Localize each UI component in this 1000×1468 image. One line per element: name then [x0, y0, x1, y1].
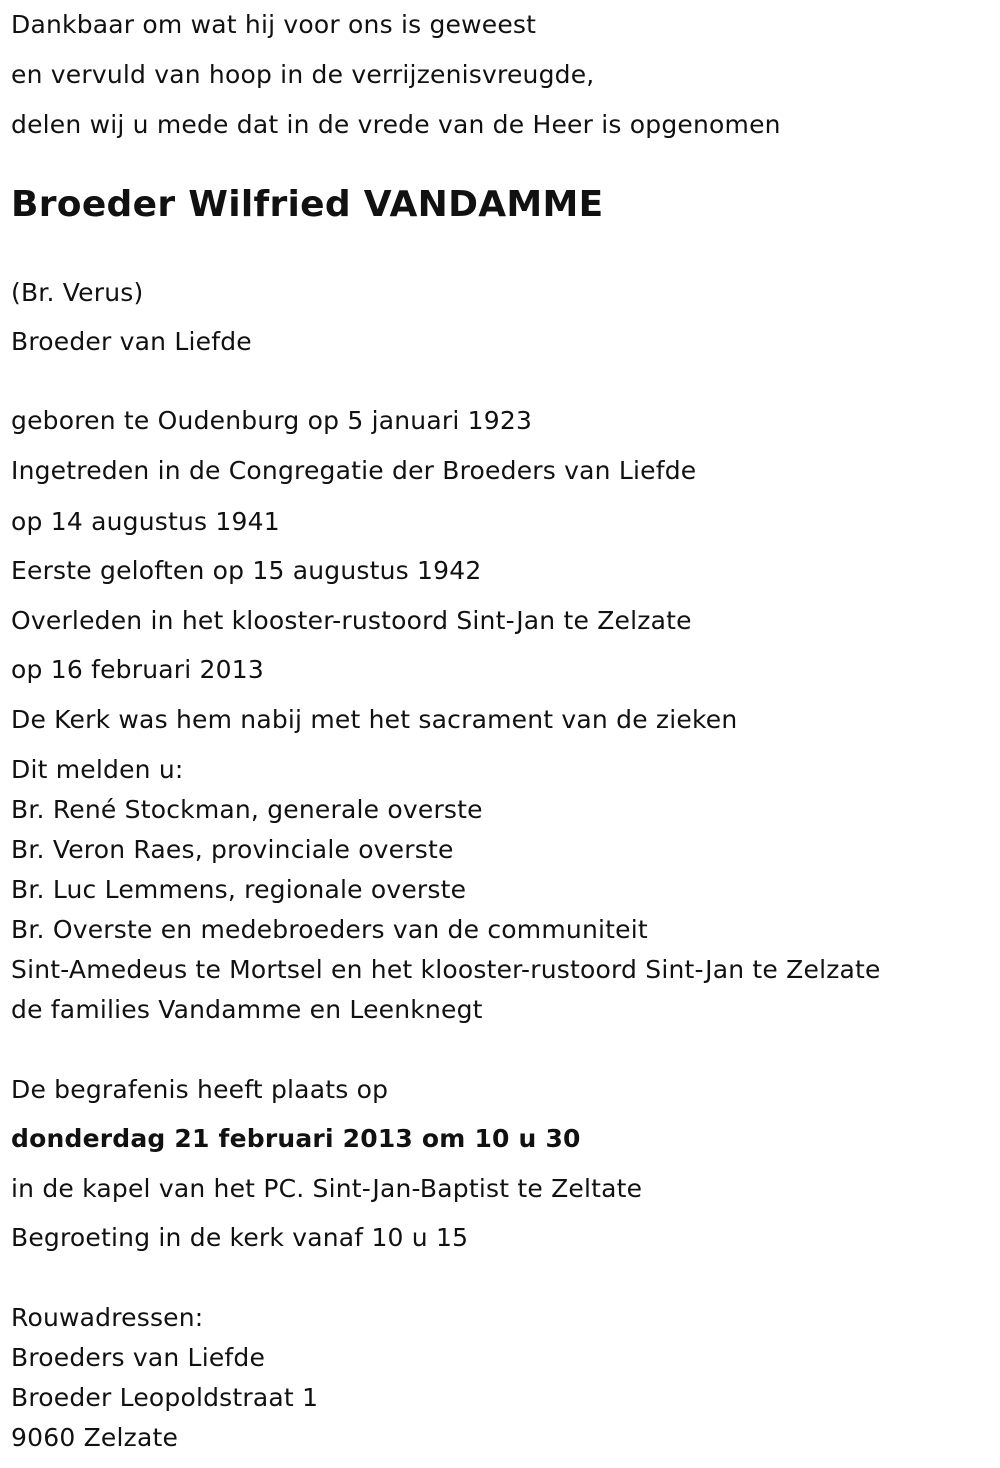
funeral-greeting: Begroeting in de kerk vanaf 10 u 15 — [11, 1223, 469, 1252]
congregation: Broeder van Liefde — [11, 327, 252, 356]
funeral-intro: De begrafenis heeft plaats op — [11, 1075, 389, 1104]
announcer-4: Br. Overste en medebroeders van de communiteit — [11, 915, 648, 944]
intro-line-1: Dankbaar om wat hij voor ons is geweest — [11, 10, 537, 39]
life-detail-vows: Eerste geloften op 15 augustus 1942 — [11, 556, 482, 585]
intro-line-2: en vervuld van hoop in de verrijzenisvreugde, — [11, 60, 595, 89]
deceased-name: Broeder Wilfried VANDAMME — [11, 184, 604, 225]
announcer-2: Br. Veron Raes, provinciale overste — [11, 835, 454, 864]
life-detail-entry-date: op 14 augustus 1941 — [11, 507, 280, 536]
announcer-1: Br. René Stockman, generale overste — [11, 795, 483, 824]
life-detail-entry: Ingetreden in de Congregatie der Broeders van Liefde — [11, 456, 697, 485]
funeral-datetime: donderdag 21 februari 2013 om 10 u 30 — [11, 1124, 581, 1153]
address-line-3: 9060 Zelzate — [11, 1423, 179, 1452]
address-label: Rouwadressen: — [11, 1303, 204, 1332]
intro-line-3: delen wij u mede dat in de vrede van de Heer is opgenomen — [11, 110, 781, 139]
life-detail-death: Overleden in het klooster-rustoord Sint-Jan te Zelzate — [11, 606, 692, 635]
life-detail-sacrament: De Kerk was hem nabij met het sacrament van de zieken — [11, 705, 738, 734]
announcer-3: Br. Luc Lemmens, regionale overste — [11, 875, 467, 904]
religious-name: (Br. Verus) — [11, 278, 144, 307]
life-detail-death-date: op 16 februari 2013 — [11, 655, 264, 684]
announcer-6: de families Vandamme en Leenknegt — [11, 995, 483, 1024]
address-line-1: Broeders van Liefde — [11, 1343, 266, 1372]
address-line-2: Broeder Leopoldstraat 1 — [11, 1383, 319, 1412]
life-detail-birth: geboren te Oudenburg op 5 januari 1923 — [11, 406, 533, 435]
announcers-intro: Dit melden u: — [11, 755, 184, 784]
announcer-5: Sint-Amedeus te Mortsel en het klooster-rustoord Sint-Jan te Zelzate — [11, 955, 881, 984]
funeral-location: in de kapel van het PC. Sint-Jan-Baptist te Zeltate — [11, 1174, 643, 1203]
